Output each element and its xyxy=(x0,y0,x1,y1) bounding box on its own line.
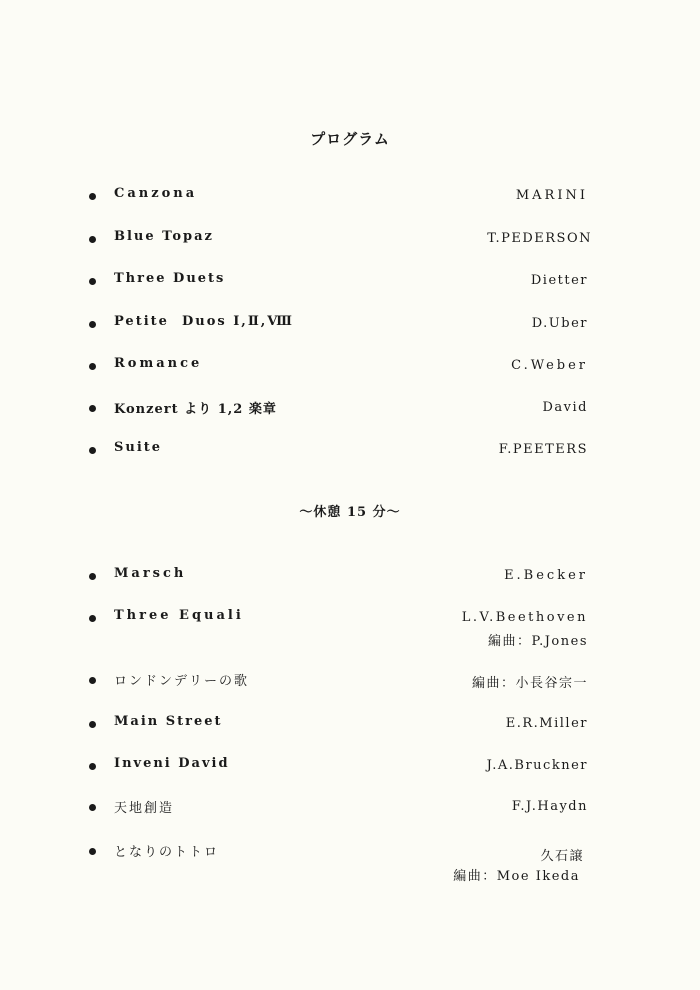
piece-title: Romance xyxy=(114,356,203,371)
piece-title: Three Equali xyxy=(114,608,244,623)
bullet-icon xyxy=(89,763,96,770)
bullet-icon xyxy=(89,721,96,728)
arranger: 編曲：Moe Ikeda xyxy=(453,869,580,884)
bullet-icon xyxy=(89,804,96,811)
bullet-icon xyxy=(89,363,96,370)
program-item xyxy=(0,756,700,780)
bullet-icon xyxy=(89,236,96,243)
program-item xyxy=(0,440,700,464)
composer: 久石譲 xyxy=(540,849,584,864)
bullet-icon xyxy=(89,321,96,328)
piece-title: ロンドンデリーの歌 xyxy=(114,674,250,689)
arranger: 編曲：P.Jones xyxy=(487,634,588,649)
composer: E.R.Miller xyxy=(505,716,588,731)
piece-title: Canzona xyxy=(114,186,198,201)
piece-title: Blue Topaz xyxy=(114,229,214,244)
program-item xyxy=(0,186,700,210)
intermission-label: ～休憩 15 分～ xyxy=(299,505,401,520)
program-item xyxy=(0,271,700,295)
composer: C.Weber xyxy=(511,358,588,373)
piece-title: Marsch xyxy=(114,566,187,581)
composer: David xyxy=(542,400,588,415)
composer: L.V.Beethoven xyxy=(461,610,588,625)
program-item xyxy=(0,314,700,338)
piece-title: となりのトトロ xyxy=(114,845,220,860)
program-item xyxy=(0,566,700,590)
composer: MARINI xyxy=(515,188,588,203)
piece-title: Suite xyxy=(114,440,163,455)
piece-title: 天地創造 xyxy=(114,801,175,816)
program-item xyxy=(0,398,700,422)
bullet-icon xyxy=(89,677,96,684)
bullet-icon xyxy=(89,447,96,454)
piece-title: Three Duets xyxy=(114,271,226,286)
bullet-icon xyxy=(89,848,96,855)
program-item xyxy=(0,608,700,632)
piece-title: Konzert より 1,2 楽章 xyxy=(114,402,277,417)
bullet-icon xyxy=(89,405,96,412)
bullet-icon xyxy=(89,193,96,200)
composer: D.Uber xyxy=(531,316,588,331)
program-item xyxy=(0,841,700,865)
piece-title: Petite Duos Ⅰ,Ⅱ,Ⅷ xyxy=(114,314,294,329)
composer: E.Becker xyxy=(504,568,588,583)
composer: Dietter xyxy=(530,273,588,288)
program-item xyxy=(0,714,700,738)
program-item xyxy=(0,356,700,380)
program-item xyxy=(0,670,700,694)
composer: T.PEDERSON xyxy=(487,231,592,246)
composer: F.PEETERS xyxy=(498,442,588,457)
composer: 編曲：小長谷宗一 xyxy=(471,676,588,691)
composer: J.A.Bruckner xyxy=(486,758,588,773)
bullet-icon xyxy=(89,615,96,622)
page-title: プログラム xyxy=(310,130,390,148)
program-item xyxy=(0,797,700,821)
piece-title: Main Street xyxy=(114,714,223,729)
bullet-icon xyxy=(89,573,96,580)
bullet-icon xyxy=(89,278,96,285)
program-item xyxy=(0,229,700,253)
composer: F.J.Haydn xyxy=(511,799,588,814)
piece-title: Inveni David xyxy=(114,756,230,771)
